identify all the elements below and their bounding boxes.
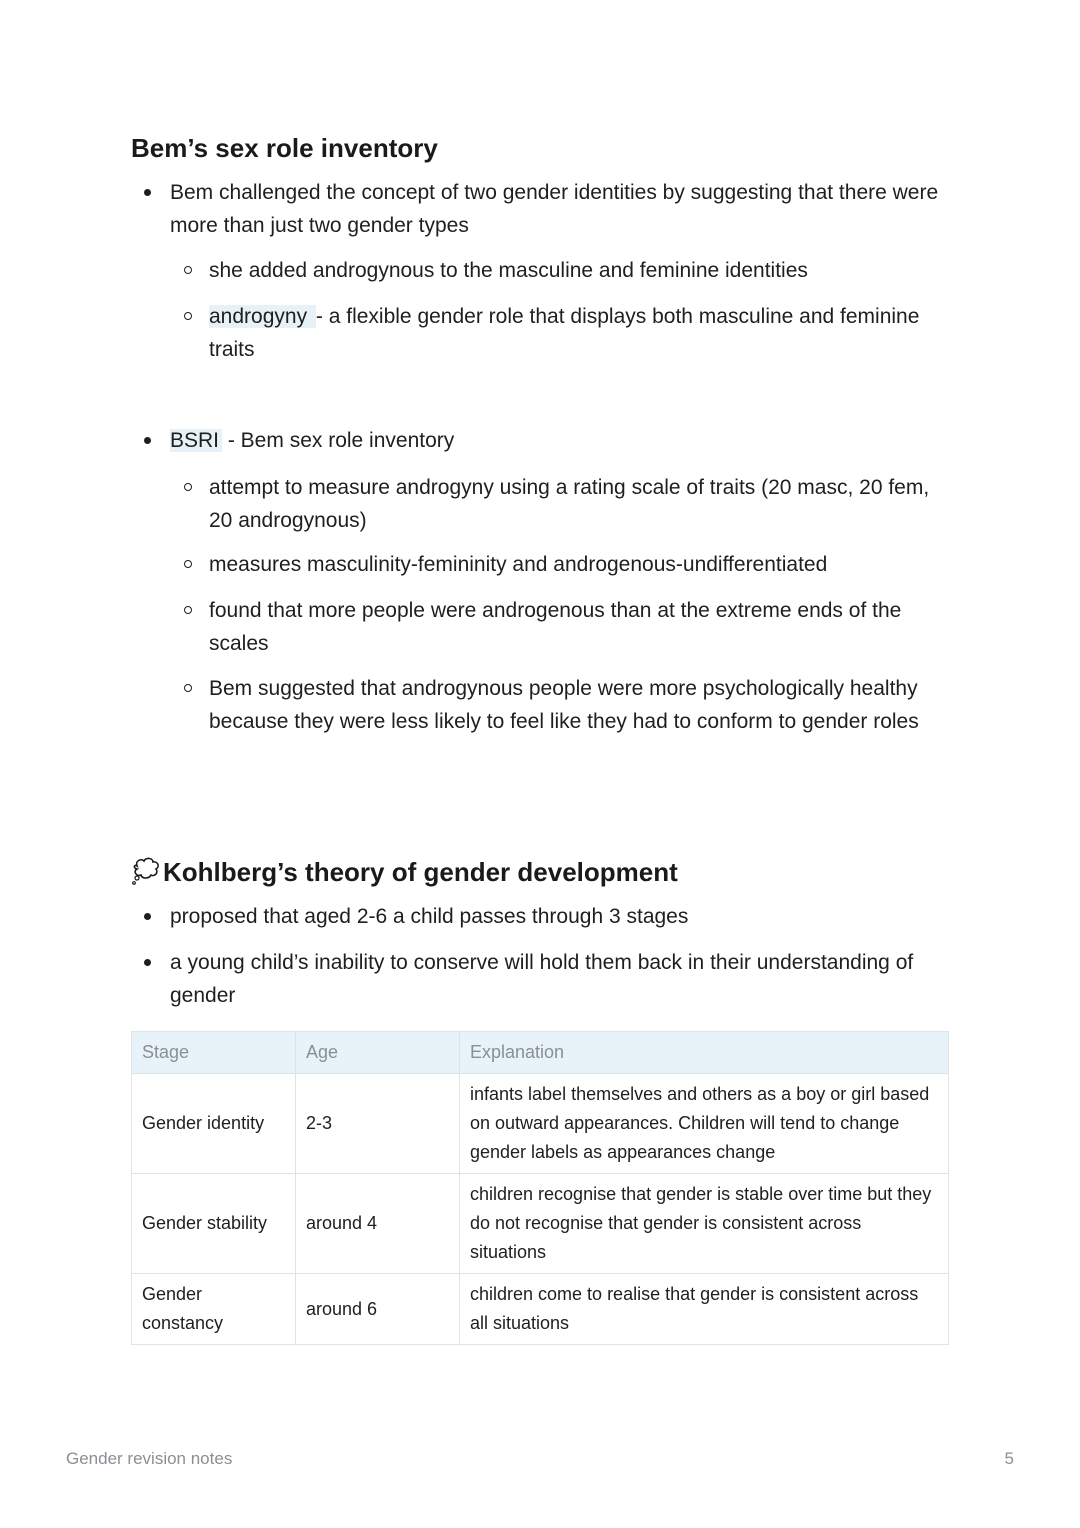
stages-table — [131, 1031, 949, 1345]
kohlberg-bullet-list-1 — [0, 900, 1080, 933]
list-item — [0, 946, 1080, 1012]
table-cell: children come to realise that gender is consistent across all situations — [460, 1274, 949, 1345]
table-header-cell: Age — [296, 1032, 460, 1074]
table-header-cell: Stage — [132, 1032, 296, 1074]
list-item — [0, 176, 1080, 242]
table-cell: around 4 — [296, 1174, 460, 1274]
bullet-text: a young child’s inability to conserve will hold them back in their understanding of gender — [170, 951, 914, 1007]
bsri-sub-list-1 — [0, 471, 1080, 537]
list-item — [0, 300, 1080, 366]
table-row — [132, 1274, 949, 1345]
table-header-row — [132, 1032, 949, 1074]
table-cell: Gender constancy — [132, 1274, 296, 1345]
table-row — [132, 1174, 949, 1274]
list-item — [0, 900, 1080, 933]
list-item — [0, 548, 1080, 581]
table-cell: children recognise that gender is stable over time but they do not recognise that gender is consistent across situations — [460, 1174, 949, 1274]
bullet-text: measures masculinity-femininity and androgenous-undifferentiated — [209, 553, 828, 576]
bullet-text: Bem challenged the concept of two gender identities by suggesting that there were more than just two gender types — [170, 181, 939, 237]
bem-sub-list-1 — [0, 254, 1080, 287]
bullet-text: found that more people were androgenous than at the extreme ends of the scales — [209, 599, 902, 655]
bem-bullet-list — [0, 176, 1080, 242]
bullet-text: - a flexible gender role that displays both masculine and feminine traits — [209, 305, 920, 361]
bsri-bullet-list — [0, 424, 1080, 457]
table-cell: Gender stability — [132, 1174, 296, 1274]
kohlberg-bullet-list-2 — [0, 946, 1080, 1012]
bullet-text: she added androgynous to the masculine and feminine identities — [209, 259, 808, 282]
table-cell: around 6 — [296, 1274, 460, 1345]
highlighted-term: BSRI — [170, 429, 222, 452]
highlighted-term: androgyny — [209, 305, 316, 328]
list-item — [0, 672, 1080, 738]
bullet-text: proposed that aged 2-6 a child passes through 3 stages — [170, 905, 689, 928]
table-header-cell: Explanation — [460, 1032, 949, 1074]
heading-text: Kohlberg’s theory of gender development — [163, 857, 678, 887]
bsri-sub-list-3 — [0, 594, 1080, 660]
table-cell: Gender identity — [132, 1074, 296, 1174]
table-cell: 2-3 — [296, 1074, 460, 1174]
bullet-text: - Bem sex role inventory — [222, 429, 455, 452]
list-item — [0, 594, 1080, 660]
list-item — [0, 254, 1080, 287]
bullet-text: attempt to measure androgyny using a rating scale of traits (20 masc, 20 fem, 20 androgynous) — [209, 476, 930, 532]
section-heading-bem: Bem’s sex role inventory — [131, 133, 438, 163]
bem-sub-list-2 — [0, 300, 1080, 366]
list-item — [0, 424, 1080, 457]
section-heading-kohlberg — [131, 856, 678, 888]
table-row — [132, 1074, 949, 1174]
list-item — [0, 471, 1080, 537]
footer-title: Gender revision notes — [66, 1449, 233, 1468]
thought-bubble-icon — [131, 856, 161, 886]
page-number: 5 — [1004, 1449, 1014, 1468]
table-cell: infants label themselves and others as a boy or girl based on outward appearances. Children will tend to change gender labels as appearances change — [460, 1074, 949, 1174]
bsri-sub-list-4 — [0, 672, 1080, 738]
bsri-sub-list-2 — [0, 548, 1080, 581]
bullet-text: Bem suggested that androgynous people were more psychologically healthy because they were less likely to feel like they had to conform to gender roles — [209, 677, 919, 733]
